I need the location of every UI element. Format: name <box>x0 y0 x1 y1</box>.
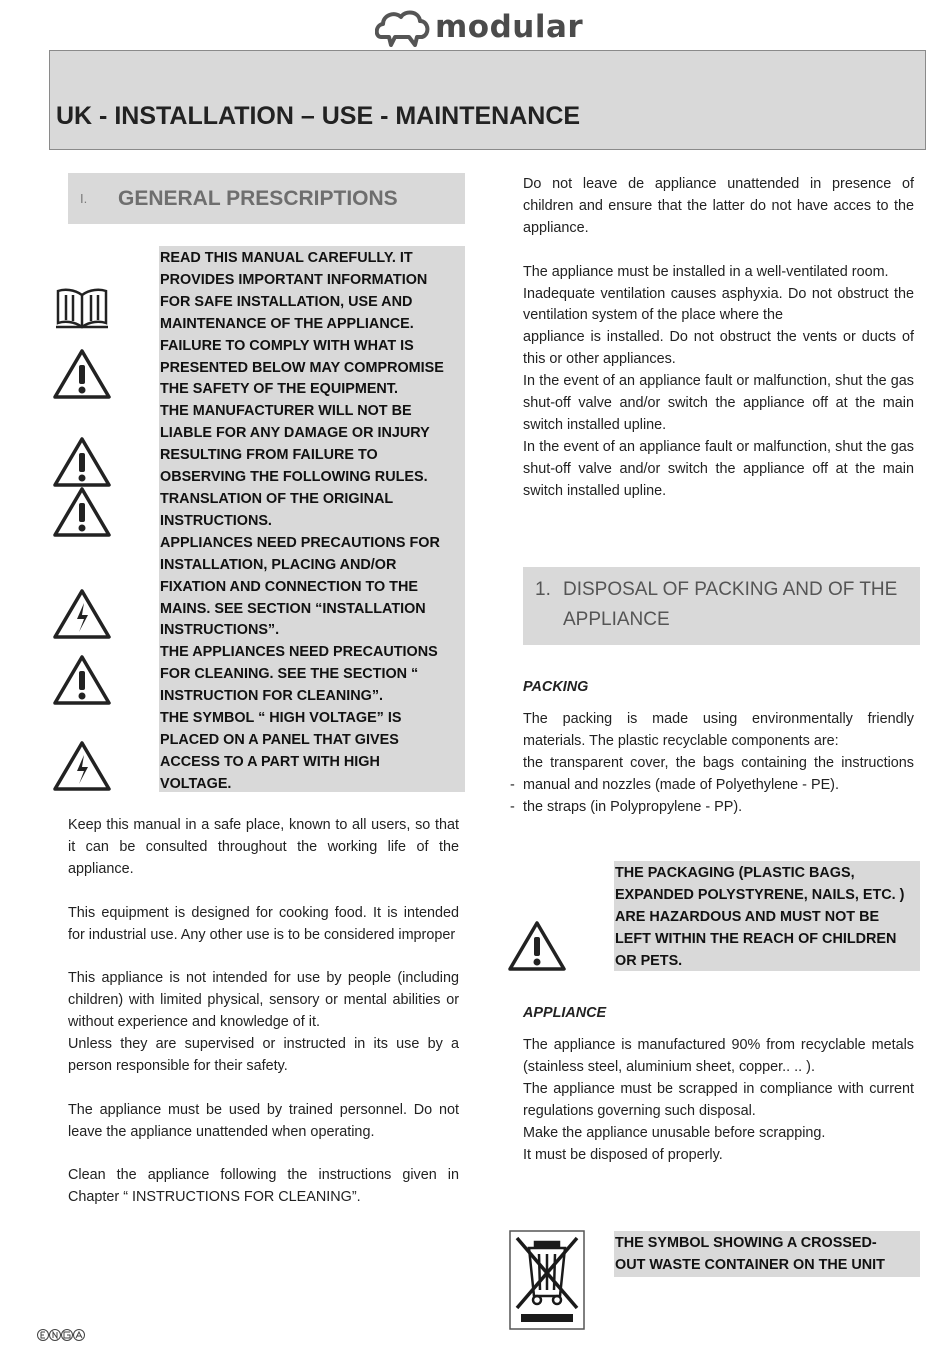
warning-line: THE MANUFACTURER WILL NOT BE <box>160 403 412 420</box>
warning-line: FIXATION AND CONNECTION TO THE <box>160 578 418 595</box>
section-number: I. <box>80 191 88 206</box>
note-line: OUT WASTE CONTAINER ON THE UNIT <box>615 1256 885 1273</box>
warning-line: VOLTAGE. <box>160 775 232 792</box>
paragraph: The packing is made using environmentally friendly materials. The plastic recyclable components are: <box>523 711 914 749</box>
warning-line: READ THIS MANUAL CAREFULLY. IT <box>160 250 413 266</box>
warning-line: RESULTING FROM FAILURE TO <box>160 447 378 464</box>
packaging-hazard-note <box>614 861 920 971</box>
page-title: UK - INSTALLATION – USE - MAINTENANCE <box>56 102 581 130</box>
paragraph: The appliance must be used by trained personnel. Do not leave the appliance unattended when operating. <box>68 1101 459 1140</box>
high-voltage-icon <box>53 740 111 792</box>
note-line: THE SYMBOL SHOWING A CROSSED- <box>615 1235 877 1251</box>
appliance-text <box>523 1035 914 1166</box>
brand-logo <box>375 6 583 48</box>
warning-icon <box>508 920 566 972</box>
warning-line: LIABLE FOR ANY DAMAGE OR INJURY <box>160 425 430 442</box>
warning-line: ACCESS TO A PART WITH HIGH <box>160 753 380 770</box>
note-line: THE PACKAGING (PLASTIC BAGS, <box>615 865 855 881</box>
paragraph: Keep this manual in a safe place, known to all users, so that it can be consulted throughout the working life of the appliance. <box>68 817 459 877</box>
warning-line: PROVIDES IMPORTANT INFORMATION <box>160 271 428 288</box>
paragraph: It must be disposed of properly. <box>523 1146 723 1163</box>
list-item-text: the transparent cover, the bags containing the instructions manual and nozzles (made of Polyethylene - PE). <box>523 755 914 793</box>
paragraph: This equipment is designed for cooking food. It is intended for industrial use. Any other use is to be considered improper <box>68 904 459 943</box>
warning-line: APPLIANCES NEED PRECAUTIONS FOR <box>160 534 440 551</box>
cloud-icon <box>375 7 431 47</box>
high-voltage-icon <box>53 588 111 640</box>
warning-line: MAINS. SEE SECTION “INSTALLATION <box>160 600 426 617</box>
warning-line: INSTRUCTION FOR CLEANING”. <box>160 688 384 705</box>
book-icon <box>54 287 110 331</box>
list-item <box>510 753 914 797</box>
list-dash: - <box>510 777 515 793</box>
paragraph: The appliance must be scrapped in compliance with current regulations governing such disposal. <box>523 1080 914 1119</box>
list-dash: - <box>510 798 515 815</box>
safety-warning-box <box>159 246 465 792</box>
paragraph: Unless they are supervised or instructed in its use by a person responsible for their safety. <box>68 1036 459 1074</box>
warning-line: THE SYMBOL “ HIGH VOLTAGE” IS <box>160 710 402 727</box>
section-title-line: DISPOSAL OF PACKING AND OF THE <box>563 579 898 600</box>
section-title: GENERAL PRESCRIPTIONS <box>118 186 398 210</box>
paragraph: In the event of an appliance fault or malfunction, shut the gas shut-off valve and/or switch the appliance off at the main switch installed upline. <box>523 373 914 433</box>
title-band <box>49 50 926 150</box>
warning-line: PLACED ON A PANEL THAT GIVES <box>160 731 399 748</box>
warning-icon <box>53 654 111 706</box>
warning-line: THE APPLIANCES NEED PRECAUTIONS <box>160 644 438 661</box>
note-line: ARE HAZARDOUS AND MUST NOT BE <box>615 908 880 925</box>
warning-line: INSTALLATION, PLACING AND/OR <box>160 556 397 573</box>
note-line: OR PETS. <box>615 952 683 969</box>
warning-line: THE SAFETY OF THE EQUIPMENT. <box>160 381 398 398</box>
warning-line: FOR SAFE INSTALLATION, USE AND <box>160 293 413 310</box>
warning-line: MAINTENANCE OF THE APPLIANCE. <box>160 315 414 332</box>
packing-heading: PACKING <box>523 679 589 695</box>
warning-line: FAILURE TO COMPLY WITH WHAT IS <box>160 337 414 354</box>
warning-line: INSTRUCTIONS”. <box>160 622 280 639</box>
warning-line: OBSERVING THE FOLLOWING RULES. <box>160 469 428 486</box>
warning-icon <box>53 436 111 488</box>
language-badges-icon <box>36 1328 88 1342</box>
paragraph: Do not leave de appliance unattended in presence of children and ensure that the latter do not have acces to the appliance. <box>523 176 914 236</box>
logo-text: modular <box>435 9 584 45</box>
paragraph: Inadequate ventilation causes asphyxia. Do not obstruct the ventilation system of the place where the <box>523 285 914 324</box>
warning-icon <box>53 348 111 400</box>
packing-intro <box>523 709 914 753</box>
section-number: 1. <box>535 579 551 600</box>
list-item-text: the straps (in Polypropylene - PP). <box>523 798 743 815</box>
weee-symbol-note <box>614 1231 920 1277</box>
section-title-line: APPLIANCE <box>563 609 670 630</box>
disposal-section-header <box>523 567 920 645</box>
paragraph: appliance is installed. Do not obstruct the vents or ducts of this or other appliances. <box>523 329 914 368</box>
paragraph: The appliance must be installed in a well-ventilated room. <box>523 263 889 280</box>
paragraph: This appliance is not intended for use by people (including children) with limited physical, sensory or mental abilities or without experience and knowledge of it. <box>68 970 459 1031</box>
packing-list <box>510 753 914 819</box>
list-item <box>510 797 914 819</box>
warning-line: FOR CLEANING. SEE THE SECTION “ <box>160 666 419 683</box>
warning-line: PRESENTED BELOW MAY COMPROMISE <box>160 359 444 376</box>
note-line: LEFT WITHIN THE REACH OF CHILDREN <box>615 930 897 947</box>
left-column-text <box>68 815 459 1209</box>
right-column-text <box>523 174 914 503</box>
crossed-out-bin-icon <box>509 1230 585 1330</box>
paragraph: In the event of an appliance fault or malfunction, shut the gas shut-off valve and/or switch the appliance off at the main switch installed upline. <box>523 438 914 499</box>
note-line: EXPANDED POLYSTYRENE, NAILS, ETC. ) <box>615 886 905 903</box>
appliance-heading: APPLIANCE <box>523 1005 607 1021</box>
warning-line: TRANSLATION OF THE ORIGINAL <box>160 490 394 507</box>
warning-line: INSTRUCTIONS. <box>160 512 272 529</box>
warning-icon <box>53 486 111 538</box>
paragraph: Make the appliance unusable before scrapping. <box>523 1124 826 1141</box>
paragraph: The appliance is manufactured 90% from recyclable metals (stainless steel, aluminium sheet, copper.. .. ). <box>523 1037 914 1075</box>
section-header <box>68 173 465 224</box>
paragraph: Clean the appliance following the instructions given in Chapter “ INSTRUCTIONS FOR CLEANING”. <box>68 1167 459 1206</box>
